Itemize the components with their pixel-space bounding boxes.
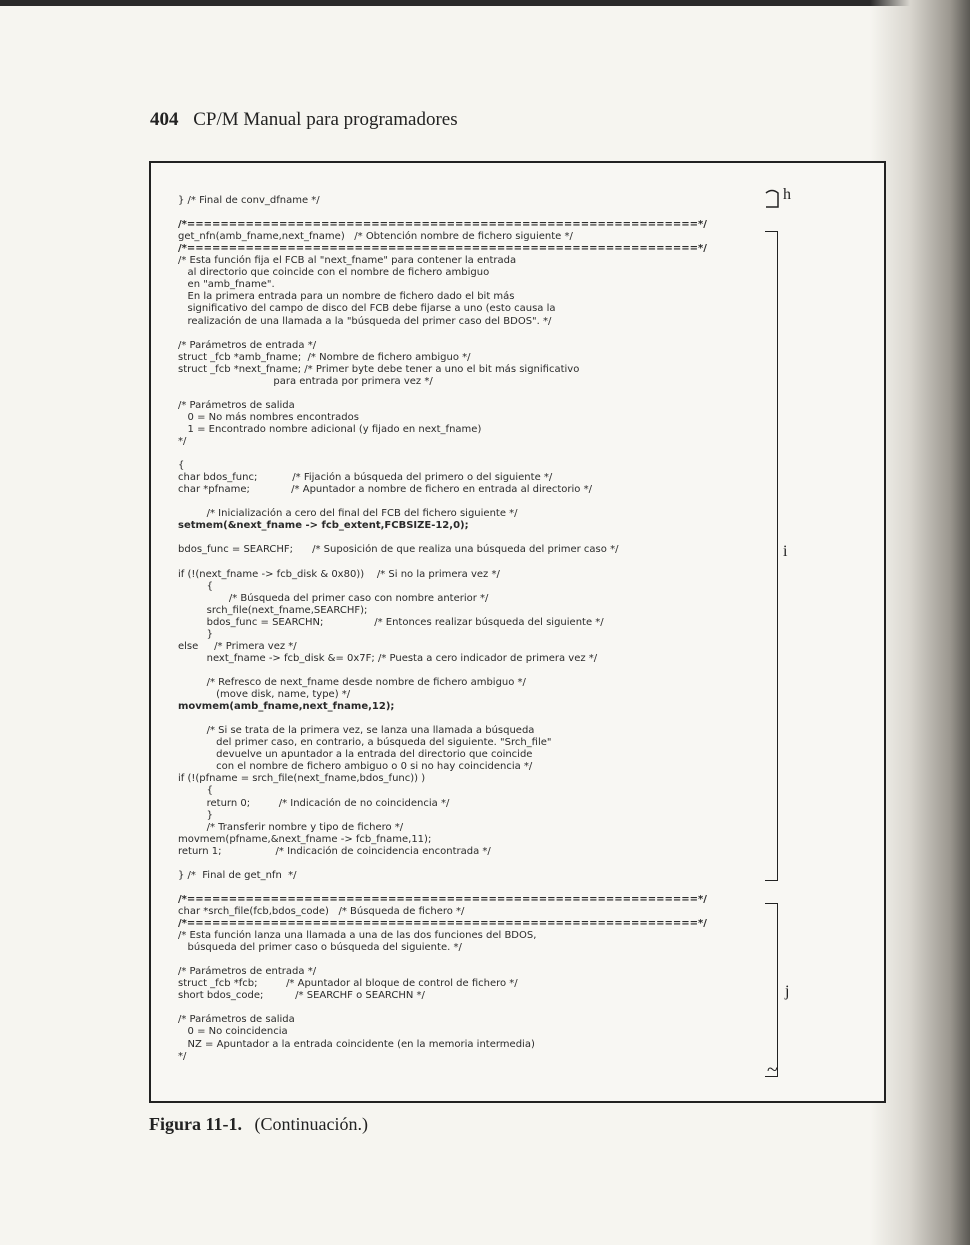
code-line: realización de una llamada a la "búsqueda del primer caso del BDOS". */ [178,315,552,327]
code-line: next_fname -> fcb_disk &= 0x7F; /* Puesta a cero indicador de primera vez */ [178,652,598,664]
code-line: del primer caso, en contrario, a búsqueda del siguiente. "Srch_file" [178,737,552,749]
code-line: /* Búsqueda del primer caso con nombre anterior */ [178,592,489,604]
code-line: /* Parámetros de entrada */ [178,966,317,978]
code-line: get_nfn(amb_fname,next_fname) /* Obtención nombre de fichero siguiente */ [178,231,573,243]
code-line: /* Parámetros de salida [178,399,295,411]
code-line: } /* Final de get_nfn */ [178,869,297,881]
code-line: } /* Final de conv_dfname */ [178,195,320,206]
bracket-h-top [763,187,785,211]
running-title: CP/M Manual para programadores [193,109,458,130]
code-line: if (!(next_fname -> fcb_disk & 0x80)) /* Si no la primera vez */ [178,568,500,580]
caption-label: Figura 11-1. [149,1114,242,1134]
code-line: En la primera entrada para un nombre de fichero dado el bit más [178,291,515,303]
code-line: /* Transferir nombre y tipo de fichero */ [178,821,404,833]
margin-label-j: j [785,983,790,1000]
code-line: /* Esta función lanza una llamada a una de las dos funciones del BDOS, [178,930,537,942]
code-line: short bdos_code; /* SEARCHF o SEARCHN */ [178,990,425,1002]
bracket-j [765,903,778,1077]
code-line: if (!(pfname = srch_file(next_fname,bdos_func)) ) [178,773,426,785]
code-line: /*=============================================================*/ [178,893,707,905]
code-line: else /* Primera vez */ [178,640,297,652]
code-line: { [178,785,213,797]
code-line: /* Inicialización a cero del final del FCB del fichero siguiente */ [178,508,518,520]
bracket-i [765,231,778,881]
code-line: */ [178,1050,187,1062]
code-line: con el nombre de fichero ambiguo o 0 si no hay coincidencia */ [178,761,533,773]
code-line: (move disk, name, type) */ [178,689,351,701]
code-line: struct _fcb *next_fname; /* Primer byte debe tener a uno el bit más significativo [178,363,580,375]
code-line: movmem(pfname,&next_fname -> fcb_fname,11); [178,833,432,845]
page-number: 404 [150,109,179,130]
code-line: } [178,628,213,640]
code-line: struct _fcb *fcb; /* Apuntador al bloque de control de fichero */ [178,978,518,990]
code-line: /* Refresco de next_fname desde nombre de fichero ambiguo */ [178,677,526,688]
margin-label-h: h [783,186,791,203]
code-line: /* Si se trata de la primera vez, se lanza una llamada a búsqueda [178,725,535,737]
figure-box [149,161,886,1103]
code-line: /* Esta función fija el FCB al "next_fname" para contener la entrada [178,255,517,267]
code-line: bdos_func = SEARCHN; /* Entonces realizar búsqueda del siguiente */ [178,616,604,628]
code-line: 0 = No coincidencia [178,1026,288,1038]
code-line: /* Parámetros de salida [178,1014,295,1026]
code-line: char bdos_func; /* Fijación a búsqueda del primero o del siguiente */ [178,472,553,484]
code-line: { [178,580,213,592]
code-line: al directorio que coincide con el nombre de fichero ambiguo [178,267,490,279]
code-line: NZ = Apuntador a la entrada coincidente (en la memoria intermedia) [178,1038,535,1050]
code-line: /*=============================================================*/ [178,219,707,231]
figure-caption [149,1114,368,1135]
code-line: return 0; /* Indicación de no coincidencia */ [178,797,450,809]
code-line: */ [178,436,187,447]
caption-text: (Continuación.) [254,1114,368,1134]
code-line: struct _fcb *amb_fname; /* Nombre de fichero ambiguo */ [178,351,471,363]
code-line: 1 = Encontrado nombre adicional (y fijado en next_fname) [178,423,482,435]
margin-label-i: i [783,543,788,560]
code-line: 0 = No más nombres encontrados [178,411,359,423]
code-line: char *srch_file(fcb,bdos_code) /* Búsqueda de fichero */ [178,905,465,917]
code-line: /* Parámetros de entrada */ [178,339,317,351]
code-line: bdos_func = SEARCHF; /* Suposición de que realiza una búsqueda del primer caso */ [178,544,619,556]
page-header [150,109,458,131]
code-line: significativo del campo de disco del FCB debe fijarse a uno (esto causa la [178,303,556,315]
code-line: devuelve un apuntador a la entrada del directorio que coincide [178,749,533,761]
code-line: { [178,460,185,472]
code-line: en "amb_fname". [178,279,275,291]
code-line: movmem(amb_fname,next_fname,12); [178,701,395,713]
code-line: para entrada por primera vez */ [178,375,433,387]
code-line: } [178,809,213,821]
continuation-tilde-icon: ~ [767,1059,778,1081]
code-line: /*=============================================================*/ [178,918,707,929]
code-line: setmem(&next_fname -> fcb_extent,FCBSIZE-12,0); [178,520,469,532]
scan-top-band [0,0,970,6]
code-line: /*=============================================================*/ [178,243,707,255]
code-line: búsqueda del primer caso o búsqueda del siguiente. */ [178,942,462,954]
code-line: srch_file(next_fname,SEARCHF); [178,604,368,616]
code-line: return 1; /* Indicación de coincidencia encontrada */ [178,845,491,857]
code-line: char *pfname; /* Apuntador a nombre de fichero en entrada al directorio */ [178,484,592,496]
